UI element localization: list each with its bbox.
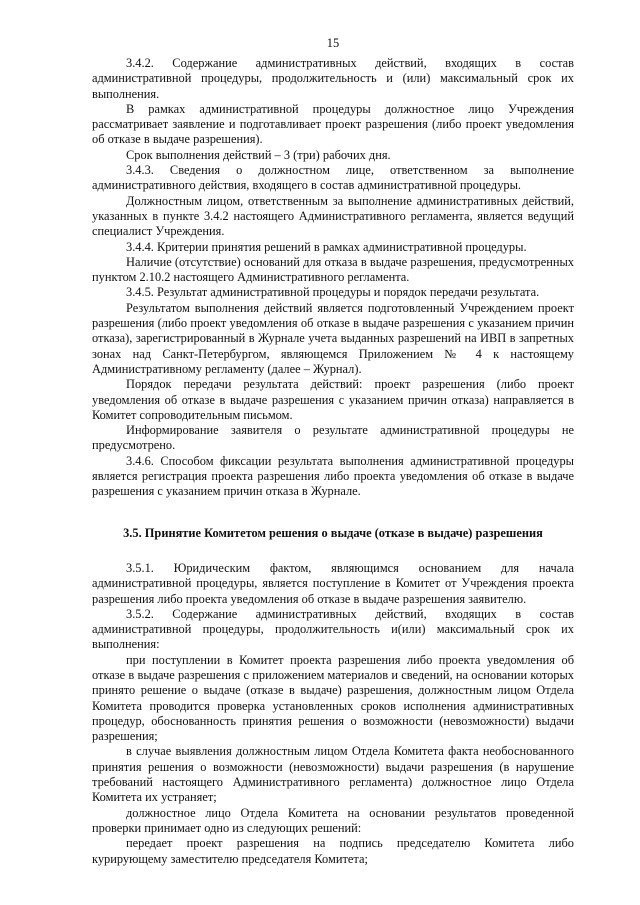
- paragraph: Срок выполнения действий – 3 (три) рабочих дня.: [126, 147, 391, 162]
- paragraph: Информирование заявителя о результате административной процедуры не предусмотрено.: [92, 423, 574, 453]
- paragraph: 3.4.6. Способом фиксации результата выполнения административной процедуры является регистрация проекта разрешения либо проекта уведомления об отказе в выдаче разрешения с указанием причин отказа в Журнале.: [92, 453, 574, 499]
- paragraph: 3.4.4. Критерии принятия решений в рамках административной процедуры.: [126, 239, 527, 254]
- paragraph: 3.4.3. Сведения о должностном лице, ответственном за выполнение административного действия, входящего в состав административной процедуры.: [92, 163, 574, 193]
- body-after: [92, 561, 574, 867]
- paragraph: Результатом выполнения действий является подготовленный Учреждением проект разрешения (либо проект уведомления об отказе в выдаче разрешения с указанием причин отказа), зарегистрированный в Журнале учета выданных разрешений на ИВП в запретных зонах над Санкт-Петербургом, являющемся Приложением № 4 к настоящему Административному регламенту (далее – Журнал).: [92, 300, 574, 376]
- paragraph: должностное лицо Отдела Комитета на основании результатов проведенной проверки принимает одно из следующих решений:: [92, 805, 574, 835]
- paragraph: 3.5.2. Содержание административных действий, входящих в состав административной процедуры, продолжительность и(или) максимальный срок их выполнения:: [92, 606, 574, 652]
- page-number: 15: [326, 36, 340, 50]
- paragraph: передает проект разрешения на подпись председателю Комитета либо курирующему заместителю председателя Комитета;: [92, 836, 574, 866]
- paragraph: в случае выявления должностным лицом Отдела Комитета факта необоснованного принятия решения о возможности (невозможности) выдачи разрешения (в нарушение требований настоящего Административного регламента) должностное лицо Отдела Комитета их устраняет;: [92, 744, 574, 805]
- paragraph: Порядок передачи результата действий: проект разрешения (либо проект уведомления об отказе в выдаче разрешения с указанием причин отказа) направляется в Комитет сопроводительным письмом.: [92, 377, 574, 422]
- section-heading: 3.5. Принятие Комитетом решения о выдаче (отказе в выдаче) разрешения: [123, 525, 543, 540]
- paragraph: 3.4.2. Содержание административных действий, входящих в состав административной процедуры, продолжительность и (или) максимальный срок их выполнения.: [92, 56, 574, 101]
- paragraph: 3.5.1. Юридическим фактом, являющимся основанием для начала административной процедуры, является поступление в Комитет от Учреждения проекта разрешения либо проекта уведомления об отказе в выдаче разрешения заявителю.: [92, 560, 574, 606]
- paragraph: В рамках административной процедуры должностное лицо Учреждения рассматривает заявление и подготавливает проект разрешения (либо проект уведомления об отказе в выдаче разрешения).: [92, 101, 574, 147]
- body-before: [92, 56, 574, 500]
- paragraph: Наличие (отсутствие) оснований для отказа в выдаче разрешения, предусмотренных пунктом 2.10.2 настоящего Административного регламента.: [92, 254, 574, 285]
- paragraph: при поступлении в Комитет проекта разрешения либо проекта уведомления об отказе в выдаче разрешения с приложением материалов и сведений, на основании которых принято решение о выдаче (отказе в выдаче) разрешения, должностным лицом Отдела Комитета проводится проверка установленных сроков исполнения административных процедур, обоснованность принятия решения о возможности (невозможности) выдачи разрешения;: [92, 652, 574, 744]
- paragraph: Должностным лицом, ответственным за выполнение административных действий, указанных в пункте 3.4.2 настоящего Административного регламента, является ведущий специалист Учреждения.: [92, 193, 574, 239]
- paragraph: 3.4.5. Результат административной процедуры и порядок передачи результата.: [126, 285, 540, 300]
